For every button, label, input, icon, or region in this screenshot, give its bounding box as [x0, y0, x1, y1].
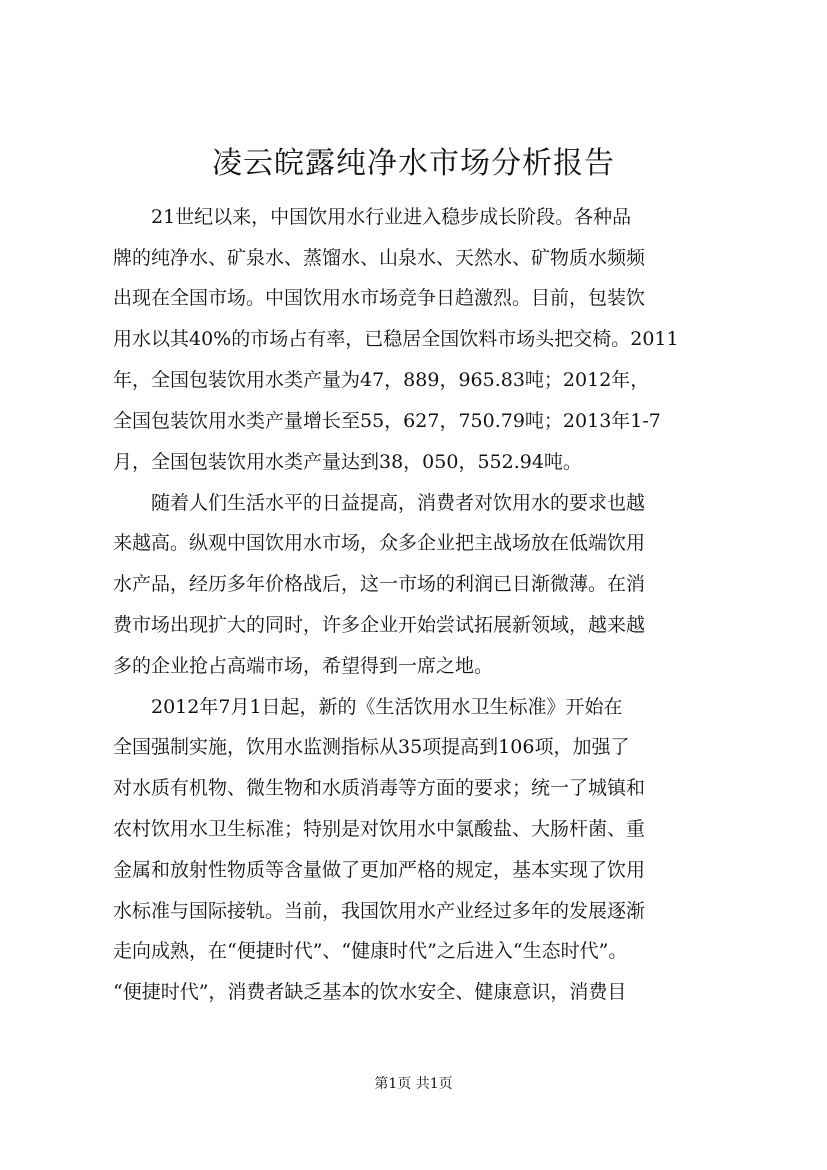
- document-title: 凌云皖露纯净水市场分析报告: [212, 146, 615, 181]
- body-line: 水产品，经历多年价格战后，这一市场的利润已日渐微薄。在消: [113, 573, 646, 595]
- body-line: 21世纪以来，中国饮用水行业进入稳步成长阶段。各种品: [113, 206, 632, 228]
- body-line: 用水以其40%的市场占有率，已稳居全国饮料市场头把交椅。2011: [113, 328, 679, 350]
- body-line: 牌的纯净水、矿泉水、蒸馏水、山泉水、天然水、矿物质水频频: [113, 247, 646, 269]
- body-line: 费市场出现扩大的同时，许多企业开始尝试拓展新领域，越来越: [113, 614, 646, 636]
- body-line: 随着人们生活水平的日益提高，消费者对饮用水的要求也越: [113, 492, 646, 514]
- body-line: 全国强制实施，饮用水监测指标从35项提高到106项，加强了: [113, 736, 630, 758]
- body-line: 水标准与国际接轨。当前，我国饮用水产业经过多年的发展逐渐: [113, 900, 646, 922]
- body-line: 出现在全国市场。中国饮用水市场竞争日趋激烈。目前，包装饮: [113, 287, 646, 309]
- body-line: 全国包装饮用水类产量增长至55，627，750.79吨；2013年1-7: [113, 410, 661, 432]
- body-line: 对水质有机物、微生物和水质消毒等方面的要求；统一了城镇和: [113, 777, 646, 799]
- body-line: 2012年7月1日起，新的《生活饮用水卫生标准》开始在: [113, 696, 623, 718]
- body-line: 金属和放射性物质等含量做了更加严格的规定，基本实现了饮用: [113, 859, 646, 881]
- body-line: 来越高。纵观中国饮用水市场，众多企业把主战场放在低端饮用: [113, 532, 646, 554]
- body-line: 年，全国包装饮用水类产量为47，889，965.83吨；2012年，: [113, 369, 650, 391]
- body-line: 月，全国包装饮用水类产量达到38，050，552.94吨。: [113, 451, 582, 473]
- page-footer: 第1页 共1页: [374, 1076, 453, 1092]
- body-line: 走向成熟，在“便捷时代”、“健康时代”之后进入“生态时代”。: [113, 940, 628, 962]
- body-line: 农村饮用水卫生标准；特别是对饮用水中氯酸盐、大肠杆菌、重: [113, 818, 646, 840]
- body-line: 多的企业抢占高端市场，希望得到一席之地。: [113, 655, 494, 677]
- body-line: “便捷时代”，消费者缺乏基本的饮水安全、健康意识，消费目: [113, 981, 627, 1003]
